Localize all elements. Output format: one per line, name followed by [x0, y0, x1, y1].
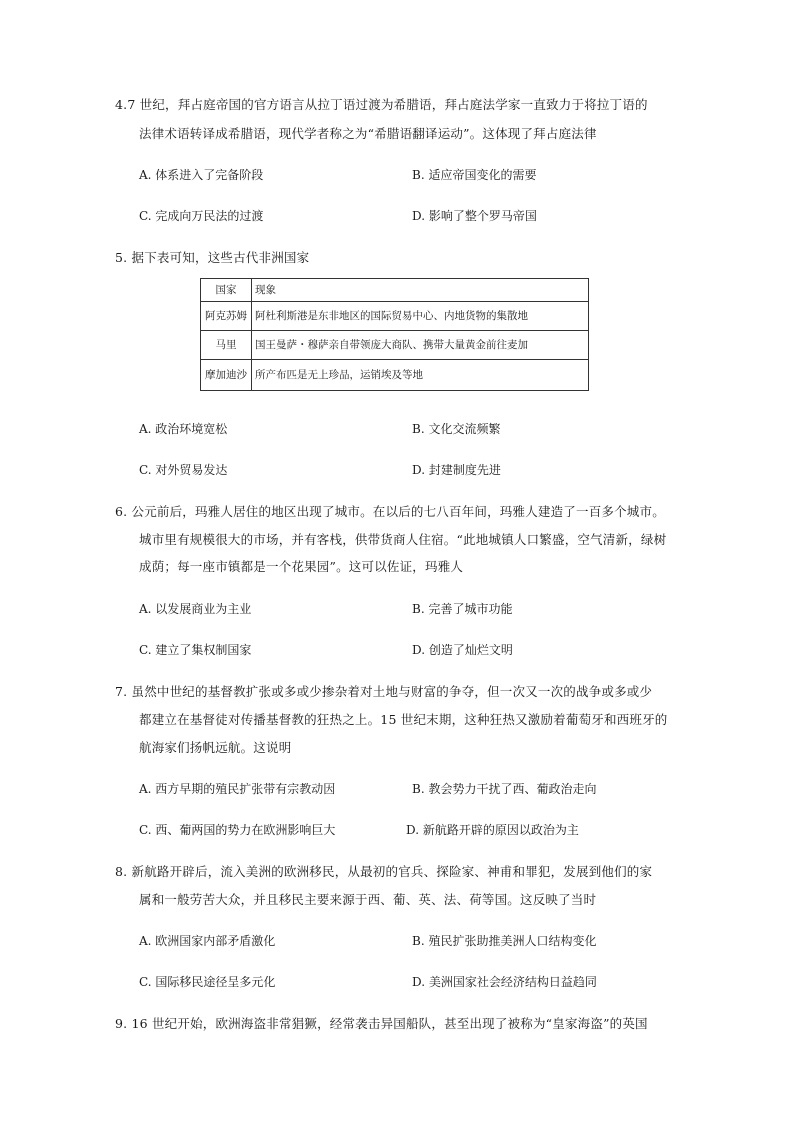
table-cell-phenomenon: 所产布匹是无上珍品，运销埃及等地	[252, 360, 589, 391]
question-6-option-c[interactable]: C. 建立了集权制国家	[139, 643, 252, 657]
table-header-phenomenon: 现象	[252, 279, 589, 302]
question-8-option-a[interactable]: A. 欧洲国家内部矛盾激化	[139, 934, 276, 948]
question-7-option-c[interactable]: C. 西、葡两国的势力在欧洲影响巨大	[139, 823, 336, 837]
table-cell-country: 摩加迪沙	[201, 360, 252, 391]
question-6-stem-line-3: 成荫；每一座市镇都是一个花果园”。这可以佐证，玛雅人	[139, 559, 464, 574]
question-6-stem-line-2: 城市里有规模很大的市场，并有客栈，供带货商人住宿。“此地城镇人口繁盛，空气清新，绿树	[139, 532, 667, 547]
question-4-option-b[interactable]: B. 适应帝国变化的需要	[412, 168, 537, 182]
question-8-option-b[interactable]: B. 殖民扩张助推美洲人口结构变化	[412, 934, 597, 948]
question-4-stem-line-1: 4.7 世纪，拜占庭帝国的官方语言从拉丁语过渡为希腊语，拜占庭法学家一直致力于将拉丁语的	[115, 97, 648, 112]
question-7-stem-line-2: 都建立在基督徒对传播基督教的狂热之上。15 世纪末期，这种狂热又激励着葡萄牙和西班牙的	[139, 712, 668, 727]
table-row	[201, 302, 589, 331]
question-6-option-d[interactable]: D. 创造了灿烂文明	[412, 643, 513, 657]
question-5-option-b[interactable]: B. 文化交流频繁	[412, 422, 501, 436]
question-7-option-b[interactable]: B. 教会势力干扰了西、葡政治走向	[412, 782, 597, 796]
table-header-row	[201, 279, 589, 302]
african-states-table	[200, 278, 589, 391]
question-5-stem: 5. 据下表可知，这些古代非洲国家	[115, 250, 310, 265]
table-header-country: 国家	[201, 279, 252, 302]
table-cell-country: 马里	[201, 331, 252, 360]
question-4-stem-line-2: 法律术语转译成希腊语，现代学者称之为“希腊语翻译运动”。这体现了拜占庭法律	[139, 126, 597, 141]
table-cell-country: 阿克苏姆	[201, 302, 252, 331]
question-7-stem-line-1: 7. 虽然中世纪的基督教扩张或多或少掺杂着对土地与财富的争夺，但一次又一次的战争或多或少	[115, 684, 653, 699]
question-7-option-d[interactable]: D. 新航路开辟的原因以政治为主	[406, 823, 579, 837]
table-row	[201, 331, 589, 360]
question-7-option-a[interactable]: A. 西方早期的殖民扩张带有宗教动因	[139, 782, 336, 796]
question-8-option-d[interactable]: D. 美洲国家社会经济结构日益趋同	[412, 975, 597, 989]
table-row	[201, 360, 589, 391]
question-8-stem-line-2: 属和一般劳苦大众，并且移民主要来源于西、葡、英、法、荷等国。这反映了当时	[139, 892, 597, 907]
question-6-option-a[interactable]: A. 以发展商业为主业	[139, 602, 252, 616]
question-4-option-a[interactable]: A. 体系进入了完备阶段	[139, 168, 264, 182]
question-5-option-d[interactable]: D. 封建制度先进	[412, 463, 501, 477]
question-8-stem-line-1: 8. 新航路开辟后，流入美洲的欧洲移民，从最初的官兵、探险家、神甫和罪犯，发展到他们的家	[115, 864, 653, 879]
question-6-stem-line-1: 6. 公元前后，玛雅人居住的地区出现了城市。在以后的七八百年间，玛雅人建造了一百多个城市。	[115, 504, 665, 519]
question-4-option-d[interactable]: D. 影响了整个罗马帝国	[412, 209, 537, 223]
question-6-option-b[interactable]: B. 完善了城市功能	[412, 602, 513, 616]
table-cell-phenomenon: 国王曼萨・穆萨亲自带领庞大商队、携带大量黄金前往麦加	[252, 331, 589, 360]
question-7-stem-line-3: 航海家们扬帆远航。这说明	[139, 740, 292, 755]
question-5-option-a[interactable]: A. 政治环境宽松	[139, 422, 228, 436]
question-4-option-c[interactable]: C. 完成向万民法的过渡	[139, 209, 264, 223]
question-5-option-c[interactable]: C. 对外贸易发达	[139, 463, 228, 477]
question-9-stem-line-1: 9. 16 世纪开始，欧洲海盗非常猖獗，经常袭击异国船队，甚至出现了被称为“皇家海盗”的英国	[115, 1016, 648, 1031]
question-8-option-c[interactable]: C. 国际移民途径呈多元化	[139, 975, 276, 989]
table-cell-phenomenon: 阿杜利斯港是东非地区的国际贸易中心、内地货物的集散地	[252, 302, 589, 331]
